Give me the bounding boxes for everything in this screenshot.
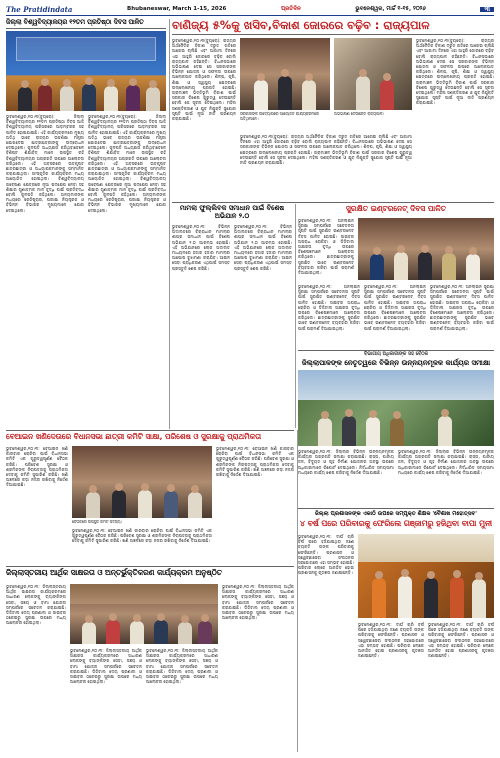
- a1-headline: ଜିଲ୍ଲା ବିଶ୍ୱବିଦ୍ୟାଳୟର ୧୨ତମ ପ୍ରତିଷ୍ଠା ଦିବସ ପାଳିତ: [6, 19, 166, 29]
- a7-body-col4: ଭୁବନେଶ୍ୱର,୧୦।୩: ଜିଲ୍ଲାସ୍ତରୀୟ ଆର୍ଥିକ ସାକ୍ଷରତା କାର୍ଯ୍ୟକ୍ରମରେ ସାଧାରଣ ଲୋକଙ୍କୁ ବ୍ୟାଙ୍କିଙ୍ଗ ସେବା, ସଞ୍ଚୟ ଓ ବୀମା ଯୋଜନା ସମ୍ପର୍କରେ ସଚେତନ କରାଯାଇଛି। ଡିଜିଟାଲ ଦେୟ ପ୍ରଣାଳୀ ଓ ସାଇବର ଠକେଇରୁ ସୁରକ୍ଷା ଉପରେ ମଧ୍ୟ ଆଲୋଚନା ହୋଇଥିଲା।: [222, 584, 294, 621]
- a6-body-col1: ଭୁବନେଶ୍ୱର,୧୦।୩: ବେଆଇନ ଖଣି କାରବାର ରୋକିବା ପାଇଁ ବିଧାନସଭା କମିଟି ଏକ ଗୁରୁତ୍ୱପୂର୍ଣ୍ଣ ବୈଠକ କରିଛି। ପରିବେଶ ସୁରକ୍ଷା ଓ ଶ୍ରମିକଙ୍କ ନିରାପତ୍ତାକୁ ପ୍ରାଥମିକତା ଦେବାକୁ କମିଟି ସୁପାରିଶ କରିଛି। ଖଣି ଅଞ୍ଚଳରେ କଡ଼ା ନଜର ରଖିବାକୁ ନିର୍ଦ୍ଦେଶ ଦିଆଯାଇଛି।: [6, 446, 68, 488]
- a2-body-col2: ଭୁବନେଶ୍ୱର,୧୦।୩(ବ୍ୟୁରୋ): ରାଜ୍ୟର ଅର୍ଥନୈତିକ ବିକାଶ ଦ୍ରୁତ ଗତିରେ ଆଗେଇ ଚାଲିଛି ଏବଂ ଆଗାମୀ ଦିନରେ ଏହା ଆହୁରି ଜୋରରେ ବଢ଼ିବ ବୋଲି ରାଜ୍ୟପାଳ କହିଛନ୍ତି। ବିଧାନସଭାରେ ଅଭିଭାଷଣ ଦେଇ ସେ ସରକାରଙ୍କ ବିଭିନ୍ନ ଯୋଜନା ଓ ସଫଳତା ଉପରେ ଆଲୋକପାତ କରିଥିଲେ। ଶିଳ୍ପ, କୃଷି, ଶିକ୍ଷା ଓ ସ୍ୱାସ୍ଥ୍ୟ କ୍ଷେତ୍ରରେ ଉଲ୍ଲେଖନୀୟ ପ୍ରଗତି ହୋଇଛି। ଗ୍ରାମାଞ୍ଚଳ ଭିତ୍ତିଭୂମି ବିକାଶ ପାଇଁ ସରକାର ବିଶେଷ ଗୁରୁତ୍ୱ ଦେଉଛନ୍ତି ବୋଲି ସେ ସୂଚନା ଦେଇଥିଲେ। ମହିଳା ସଶକ୍ତିକରଣ ଓ ଯୁବ ନିଯୁକ୍ତି ସୁଯୋଗ ସୃଷ୍ଟି ପାଇଁ ନୂଆ ନୀତି ପ୍ରଣୟନ କରାଯାଇଛି।: [240, 134, 412, 166]
- a6-body-col3: ଭୁବନେଶ୍ୱର,୧୦।୩: ବେଆଇନ ଖଣି କାରବାର ରୋକିବା ପାଇଁ ବିଧାନସଭା କମିଟି ଏକ ଗୁରୁତ୍ୱପୂର୍ଣ୍ଣ ବୈଠକ କରିଛି। ପରିବେଶ ସୁରକ୍ଷା ଓ ଶ୍ରମିକଙ୍କ ନିରାପତ୍ତାକୁ ପ୍ରାଥମିକତା ଦେବାକୁ କମିଟି ସୁପାରିଶ କରିଛି। ଖଣି ଅଞ୍ଚଳରେ କଡ଼ା ନଜର ରଖିବାକୁ ନିର୍ଦ୍ଦେଶ ଦିଆଯାଇଛି।: [216, 446, 294, 478]
- a4-body-col2: ଭୁବନେଶ୍ୱର,୧୦।୩: ଅନଲାଇନ ସୁରକ୍ଷା ସମ୍ପର୍କରେ ସଚେତନତା ସୃଷ୍ଟି ପାଇଁ ସୁରକ୍ଷିତ ଇଣ୍ଟରନେଟ୍ ଦିବସ ପାଳିତ ହୋଇଛି। ସାଇବର ଅପରାଧ ରୋକିବା ଓ ଡିଜିଟାଲ ସାକ୍ଷରତା ବୃଦ୍ଧି ଉପରେ ବିଶେଷଜ୍ଞମାନେ ଆଲୋଚନା କରିଥିଲେ। ଛାତ୍ରଛାତ୍ରୀଙ୍କୁ ସୁରକ୍ଷିତ ଭାବେ ଇଣ୍ଟରନେଟ୍ ବ୍ୟବହାର କରିବା ପାଇଁ ପରାମର୍ଶ ଦିଆଯାଇଥିଲା।: [298, 284, 360, 331]
- a8-headline: ଜିଲ୍ଲା ପ୍ରଶାସନଙ୍କ ଏକାଠି ଉପରେ ସମ୍ପୃକ୍ତ ଶିକ୍ଷକ 'ବୈଶାଖ ମହୋତ୍ସବ': [314, 511, 477, 517]
- a5-body-col1: ଭୁବନେଶ୍ୱର,୧୦।୩: ଜିଲ୍ଲାର ବିଭିନ୍ନ ଉନ୍ନୟନମୂଳକ କାର୍ଯ୍ୟର ଅଗ୍ରଗତି ସମୀକ୍ଷା କରାଯାଇଛି। ରାସ୍ତା, ପାନୀୟ ଜଳ, ବିଦ୍ୟୁତ ଓ ଗୃହ ନିର୍ମାଣ ଯୋଜନାର ଅବସ୍ଥା ଉପରେ ଅଧିକାରୀମାନେ ରିପୋର୍ଟ ଦେଇଥିଲେ। ନିର୍ଦ୍ଧାରିତ ସମୟସୀମା ମଧ୍ୟରେ କାର୍ଯ୍ୟ ଶେଷ କରିବାକୁ ନିର୍ଦ୍ଦେଶ ଦିଆଯାଇଛି।: [298, 449, 394, 475]
- a5-headline: ଜିଲ୍ଲାପାଳଙ୍କ ନେତୃତ୍ୱରେ ବିଭିନ୍ନ ଉନ୍ନୟନମୂଳକ କାର୍ଯ୍ୟର ସମୀକ୍ଷା: [301, 359, 491, 367]
- masthead: [6, 4, 494, 16]
- a5-body-col2: ଭୁବନେଶ୍ୱର,୧୦।୩: ଜିଲ୍ଲାର ବିଭିନ୍ନ ଉନ୍ନୟନମୂଳକ କାର୍ଯ୍ୟର ଅଗ୍ରଗତି ସମୀକ୍ଷା କରାଯାଇଛି। ରାସ୍ତା, ପାନୀୟ ଜଳ, ବିଦ୍ୟୁତ ଓ ଗୃହ ନିର୍ମାଣ ଯୋଜନାର ଅବସ୍ଥା ଉପରେ ଅଧିକାରୀମାନେ ରିପୋର୍ଟ ଦେଇଥିଲେ। ନିର୍ଦ୍ଧାରିତ ସମୟସୀମା ମଧ୍ୟରେ କାର୍ଯ୍ୟ ଶେଷ କରିବାକୁ ନିର୍ଦ୍ଦେଶ ଦିଆଯାଇଛି।: [398, 449, 494, 475]
- a1-body-col2: ଭୁବନେଶ୍ୱର,୧୦।୩(ବ୍ୟୁରୋ): ଜିଲ୍ଲା ବିଶ୍ୱବିଦ୍ୟାଳୟର ୧୨ତମ ପ୍ରତିଷ୍ଠା ଦିବସ ଆଜି ବିଶ୍ୱବିଦ୍ୟାଳୟ ପରିସରରେ ଆଡ଼ମ୍ବରର ସହ ପାଳିତ ହୋଇଯାଇଛି। ଏହି କାର୍ଯ୍ୟକ୍ରମରେ ମୁଖ୍ୟ ଅତିଥି ଭାବେ ରାଜ୍ୟର ଉଚ୍ଚଶିକ୍ଷା ମନ୍ତ୍ରୀ ଯୋଗଦେଇ ଛାତ୍ରଛାତ୍ରୀଙ୍କୁ ଉଦ୍ବୋଧନ ଦେଇଥିଲେ। କୁଳପତି ଅଧ୍ୟକ୍ଷତା କରିଥିବାବେଳେ ବିଶିଷ୍ଟ ଶିକ୍ଷାବିତ୍ ମାନେ ଉପସ୍ଥିତ ରହି ବିଶ୍ୱବିଦ୍ୟାଳୟର ଅଗ୍ରଗତି ଉପରେ ଆଲୋଚନା କରିଥିଲେ। ଏହି ଅବସରରେ ଉତ୍କୃଷ୍ଟ ଛାତ୍ରଛାତ୍ରୀ ଓ ଅଧ୍ୟାପକମାନଙ୍କୁ ସମ୍ମାନିତ କରାଯାଇଥିଲା। ସାଂସ୍କୃତିକ କାର୍ଯ୍ୟକ୍ରମ ମଧ୍ୟ ଆୟୋଜିତ ହୋଇଥିଲା। ବିଶ୍ୱବିଦ୍ୟାଳୟ ଗବେଷଣା କ୍ଷେତ୍ରରେ ନୂଆ ପଦକ୍ଷେପ ନେବା ସହ ଶିକ୍ଷାର ଗୁଣାତ୍ମକ ମାନ ବୃଦ୍ଧି ପାଇଁ ପ୍ରତିବଦ୍ଧ ବୋଲି କୁଳପତି କହିଥିଲେ। ଅନ୍ୟମାନଙ୍କ ମଧ୍ୟରେ ରେଜିଷ୍ଟ୍ରାର, ପରୀକ୍ଷା ନିୟନ୍ତ୍ରକ ଓ ବିଭିନ୍ନ ବିଭାଗର ମୁଖ୍ୟମାନେ ଯୋଗ ଦେଇଥିଲେ।: [88, 114, 166, 213]
- a4-body-col3: ଭୁବନେଶ୍ୱର,୧୦।୩: ଅନଲାଇନ ସୁରକ୍ଷା ସମ୍ପର୍କରେ ସଚେତନତା ସୃଷ୍ଟି ପାଇଁ ସୁରକ୍ଷିତ ଇଣ୍ଟରନେଟ୍ ଦିବସ ପାଳିତ ହୋଇଛି। ସାଇବର ଅପରାଧ ରୋକିବା ଓ ଡିଜିଟାଲ ସାକ୍ଷରତା ବୃଦ୍ଧି ଉପରେ ବିଶେଷଜ୍ଞମାନେ ଆଲୋଚନା କରିଥିଲେ। ଛାତ୍ରଛାତ୍ରୀଙ୍କୁ ସୁରକ୍ଷିତ ଭାବେ ଇଣ୍ଟରନେଟ୍ ବ୍ୟବହାର କରିବା ପାଇଁ ପରାମର୍ଶ ଦିଆଯାଇଥିଲା।: [364, 284, 426, 331]
- a2-body-col3: ଭୁବନେଶ୍ୱର,୧୦।୩(ବ୍ୟୁରୋ): ରାଜ୍ୟର ଅର୍ଥନୈତିକ ବିକାଶ ଦ୍ରୁତ ଗତିରେ ଆଗେଇ ଚାଲିଛି ଏବଂ ଆଗାମୀ ଦିନରେ ଏହା ଆହୁରି ଜୋରରେ ବଢ଼ିବ ବୋଲି ରାଜ୍ୟପାଳ କହିଛନ୍ତି। ବିଧାନସଭାରେ ଅଭିଭାଷଣ ଦେଇ ସେ ସରକାରଙ୍କ ବିଭିନ୍ନ ଯୋଜନା ଓ ସଫଳତା ଉପରେ ଆଲୋକପାତ କରିଥିଲେ। ଶିଳ୍ପ, କୃଷି, ଶିକ୍ଷା ଓ ସ୍ୱାସ୍ଥ୍ୟ କ୍ଷେତ୍ରରେ ଉଲ୍ଲେଖନୀୟ ପ୍ରଗତି ହୋଇଛି। ଗ୍ରାମାଞ୍ଚଳ ଭିତ୍ତିଭୂମି ବିକାଶ ପାଇଁ ସରକାର ବିଶେଷ ଗୁରୁତ୍ୱ ଦେଉଛନ୍ତି ବୋଲି ସେ ସୂଚନା ଦେଇଥିଲେ। ମହିଳା ସଶକ୍ତିକରଣ ଓ ଯୁବ ନିଯୁକ୍ତି ସୁଯୋଗ ସୃଷ୍ଟି ପାଇଁ ନୂଆ ନୀତି ପ୍ରଣୟନ କରାଯାଇଛି।: [416, 38, 494, 106]
- a2-caption-right: ଅଭିଭାଷଣ ଦେଉଛନ୍ତି ରାଜ୍ୟପାଳ।: [334, 112, 385, 116]
- a7-body-col1: ଭୁବନେଶ୍ୱର,୧୦।୩: ଜିଲ୍ଲାସ୍ତରୀୟ ଆର୍ଥିକ ସାକ୍ଷରତା କାର୍ଯ୍ୟକ୍ରମରେ ସାଧାରଣ ଲୋକଙ୍କୁ ବ୍ୟାଙ୍କିଙ୍ଗ ସେବା, ସଞ୍ଚୟ ଓ ବୀମା ଯୋଜନା ସମ୍ପର୍କରେ ସଚେତନ କରାଯାଇଛି। ଡିଜିଟାଲ ଦେୟ ପ୍ରଣାଳୀ ଓ ସାଇବର ଠକେଇରୁ ସୁରକ୍ଷା ଉପରେ ମଧ୍ୟ ଆଲୋଚନା ହୋଇଥିଲା।: [6, 584, 66, 626]
- a4-body-col4: ଭୁବନେଶ୍ୱର,୧୦।୩: ଅନଲାଇନ ସୁରକ୍ଷା ସମ୍ପର୍କରେ ସଚେତନତା ସୃଷ୍ଟି ପାଇଁ ସୁରକ୍ଷିତ ଇଣ୍ଟରନେଟ୍ ଦିବସ ପାଳିତ ହୋଇଛି। ସାଇବର ଅପରାଧ ରୋକିବା ଓ ଡିଜିଟାଲ ସାକ୍ଷରତା ବୃଦ୍ଧି ଉପରେ ବିଶେଷଜ୍ଞମାନେ ଆଲୋଚନା କରିଥିଲେ। ଛାତ୍ରଛାତ୍ରୀଙ୍କୁ ସୁରକ୍ଷିତ ଭାବେ ଇଣ୍ଟରନେଟ୍ ବ୍ୟବହାର କରିବା ପାଇଁ ପରାମର୍ଶ ଦିଆଯାଇଥିଲା।: [430, 284, 494, 331]
- a7-headline: ଜିଲ୍ଲାସ୍ତରୀୟ ଆର୍ଥିକ ସାକ୍ଷରତା ଓ ଅନ୍ତର୍ଭୁକ୍ତିକରଣ କାର୍ଯ୍ୟକ୍ରମ ଅନୁଷ୍ଠିତ: [6, 568, 222, 577]
- a8-subhead: ୪ ବର୍ଷ ପରେ ପରିବାରକୁ ଫେରିଲେ ଗଞ୍ଜାମରୁ ହଜିଥିବା ବାପା ମୁନୀ: [299, 519, 493, 528]
- a3-headline: ମାମଲା ଫୁଲ୍ଲିବକ ସମାଧାନ ପାଇଁ ବିଶେଷ ଅଭିଯାନ ୨.୦: [179, 204, 285, 220]
- a5-kicker: ବିଭାଗୀୟ ଅଧିକାରୀଙ୍କ ସହ ବୈଠକ: [363, 352, 429, 357]
- dateline-odia: ଭୁବନେଶ୍ୱର, ମାର୍ଚ୍ଚ ୧-୧୫, ୨୦୨୬: [355, 5, 426, 12]
- a2-caption-left: ସରକାରଙ୍କ ଉଦ୍ୟୋଗରେ ଆୟୋଜିତ କାର୍ଯ୍ୟକ୍ରମରେ ଅତିଥିମାନେ।: [240, 112, 319, 121]
- a8-photo: [358, 534, 494, 618]
- a2-photo-left: [240, 38, 330, 110]
- dateline-english: Bhubaneswar, March 1-15, 2026: [127, 5, 227, 12]
- a3-body-col1: ଭୁବନେଶ୍ୱର,୧୦।୩: ବିଭିନ୍ନ ଅଦାଲତରେ ବିଚାରାଧୀନ ମାମଲାର ଶୀଘ୍ର ସମାଧାନ ପାଇଁ ବିଶେଷ ଅଭିଯାନ ୨.୦ ଆରମ୍ଭ ହୋଇଛି। ଏହି ଅଭିଯାନରେ ଲୋକ ଅଦାଲତ ମାଧ୍ୟମରେ ହଜାର ହଜାର ମାମଲାର ଆପୋଷ ବୁଝାମଣା କରାଯିବ। ଆଇନ ସେବା ପ୍ରାଧିକରଣ ଏଥିପାଇଁ ସମସ୍ତ ପ୍ରସ୍ତୁତି ଶେଷ କରିଛି।: [172, 224, 230, 271]
- a4-photo: [358, 218, 494, 280]
- section-name: ପ୍ରତିଦିନ: [281, 5, 301, 12]
- a6-headline: ବେଆଇନ ଖଣିଦେଉରେ ବିଧାନସଭା ଛାତ୍ରୀ କମିଟି ସାକ୍ଷା, ପରିଶେଷ ଓ ସୁରକ୍ଷାକୁ ପ୍ରାଥମିକତା: [6, 432, 261, 441]
- a7-photo: [70, 584, 218, 644]
- a1-photo: [6, 31, 166, 111]
- a6-photo: [72, 446, 212, 518]
- a7-body-col2: ଭୁବନେଶ୍ୱର,୧୦।୩: ଜିଲ୍ଲାସ୍ତରୀୟ ଆର୍ଥିକ ସାକ୍ଷରତା କାର୍ଯ୍ୟକ୍ରମରେ ସାଧାରଣ ଲୋକଙ୍କୁ ବ୍ୟାଙ୍କିଙ୍ଗ ସେବା, ସଞ୍ଚୟ ଓ ବୀମା ଯୋଜନା ସମ୍ପର୍କରେ ସଚେତନ କରାଯାଇଛି। ଡିଜିଟାଲ ଦେୟ ପ୍ରଣାଳୀ ଓ ସାଇବର ଠକେଇରୁ ସୁରକ୍ଷା ଉପରେ ମଧ୍ୟ ଆଲୋଚନା ହୋଇଥିଲା।: [70, 648, 142, 685]
- newspaper-logo: The Pratidindata: [6, 4, 73, 14]
- a7-body-col3: ଭୁବନେଶ୍ୱର,୧୦।୩: ଜିଲ୍ଲାସ୍ତରୀୟ ଆର୍ଥିକ ସାକ୍ଷରତା କାର୍ଯ୍ୟକ୍ରମରେ ସାଧାରଣ ଲୋକଙ୍କୁ ବ୍ୟାଙ୍କିଙ୍ଗ ସେବା, ସଞ୍ଚୟ ଓ ବୀମା ଯୋଜନା ସମ୍ପର୍କରେ ସଚେତନ କରାଯାଇଛି। ଡିଜିଟାଲ ଦେୟ ପ୍ରଣାଳୀ ଓ ସାଇବର ଠକେଇରୁ ସୁରକ୍ଷା ଉପରେ ମଧ୍ୟ ଆଲୋଚନା ହୋଇଥିଲା।: [146, 648, 218, 685]
- page-number: ୩: [480, 7, 494, 12]
- a8-body-col3: ଭୁବନେଶ୍ୱର,୧୦।୩: ଦୀର୍ଘ ଚାରି ବର୍ଷ ପରେ ହଜିଯାଇଥିବା ଜଣେ ବ୍ୟକ୍ତି ତାଙ୍କ ପରିବାରକୁ ଫେରିଛନ୍ତି। ପ୍ରଶାସନ ଓ ସ୍ୱେଚ୍ଛାସେବୀ ସଂଗଠନର ସହଯୋଗରେ ଏହା ସମ୍ଭବ ହୋଇଛି। ପରିବାର ଲୋକେ ଆନନ୍ଦିତ ହୋଇ ପ୍ରଶାସନକୁ କୃତଜ୍ଞତା ଜଣାଇଛନ୍ତି।: [428, 622, 494, 659]
- a2-photo-right: [334, 38, 412, 110]
- a5-photo: [298, 370, 494, 446]
- a4-body-col1: ଭୁବନେଶ୍ୱର,୧୦।୩: ଅନଲାଇନ ସୁରକ୍ଷା ସମ୍ପର୍କରେ ସଚେତନତା ସୃଷ୍ଟି ପାଇଁ ସୁରକ୍ଷିତ ଇଣ୍ଟରନେଟ୍ ଦିବସ ପାଳିତ ହୋଇଛି। ସାଇବର ଅପରାଧ ରୋକିବା ଓ ଡିଜିଟାଲ ସାକ୍ଷରତା ବୃଦ୍ଧି ଉପରେ ବିଶେଷଜ୍ଞମାନେ ଆଲୋଚନା କରିଥିଲେ। ଛାତ୍ରଛାତ୍ରୀଙ୍କୁ ସୁରକ୍ଷିତ ଭାବେ ଇଣ୍ଟରନେଟ୍ ବ୍ୟବହାର କରିବା ପାଇଁ ପରାମର୍ଶ ଦିଆଯାଇଥିଲା।: [298, 218, 354, 276]
- a8-body-col1: ଭୁବନେଶ୍ୱର,୧୦।୩: ଦୀର୍ଘ ଚାରି ବର୍ଷ ପରେ ହଜିଯାଇଥିବା ଜଣେ ବ୍ୟକ୍ତି ତାଙ୍କ ପରିବାରକୁ ଫେରିଛନ୍ତି। ପ୍ରଶାସନ ଓ ସ୍ୱେଚ୍ଛାସେବୀ ସଂଗଠନର ସହଯୋଗରେ ଏହା ସମ୍ଭବ ହୋଇଛି। ପରିବାର ଲୋକେ ଆନନ୍ଦିତ ହୋଇ ପ୍ରଶାସନକୁ କୃତଜ୍ଞତା ଜଣାଇଛନ୍ତି।: [298, 534, 354, 576]
- a3-body-col2: ଭୁବନେଶ୍ୱର,୧୦।୩: ବିଭିନ୍ନ ଅଦାଲତରେ ବିଚାରାଧୀନ ମାମଲାର ଶୀଘ୍ର ସମାଧାନ ପାଇଁ ବିଶେଷ ଅଭିଯାନ ୨.୦ ଆରମ୍ଭ ହୋଇଛି। ଏହି ଅଭିଯାନରେ ଲୋକ ଅଦାଲତ ମାଧ୍ୟମରେ ହଜାର ହଜାର ମାମଲାର ଆପୋଷ ବୁଝାମଣା କରାଯିବ। ଆଇନ ସେବା ପ୍ରାଧିକରଣ ଏଥିପାଇଁ ସମସ୍ତ ପ୍ରସ୍ତୁତି ଶେଷ କରିଛି।: [234, 224, 292, 271]
- a4-headline: ସୁରକ୍ଷିତ ଇଣ୍ଟରନେଟ୍ ଦିବସ ପାଳିତ: [346, 204, 446, 213]
- a6-caption: ବୈଠକରେ ଉପସ୍ଥିତ କମିଟି ସଦସ୍ୟ।: [72, 520, 123, 524]
- a1-body-col1: ଭୁବନେଶ୍ୱର,୧୦।୩(ବ୍ୟୁରୋ): ଜିଲ୍ଲା ବିଶ୍ୱବିଦ୍ୟାଳୟର ୧୨ତମ ପ୍ରତିଷ୍ଠା ଦିବସ ଆଜି ବିଶ୍ୱବିଦ୍ୟାଳୟ ପରିସରରେ ଆଡ଼ମ୍ବରର ସହ ପାଳିତ ହୋଇଯାଇଛି। ଏହି କାର୍ଯ୍ୟକ୍ରମରେ ମୁଖ୍ୟ ଅତିଥି ଭାବେ ରାଜ୍ୟର ଉଚ୍ଚଶିକ୍ଷା ମନ୍ତ୍ରୀ ଯୋଗଦେଇ ଛାତ୍ରଛାତ୍ରୀଙ୍କୁ ଉଦ୍ବୋଧନ ଦେଇଥିଲେ। କୁଳପତି ଅଧ୍ୟକ୍ଷତା କରିଥିବାବେଳେ ବିଶିଷ୍ଟ ଶିକ୍ଷାବିତ୍ ମାନେ ଉପସ୍ଥିତ ରହି ବିଶ୍ୱବିଦ୍ୟାଳୟର ଅଗ୍ରଗତି ଉପରେ ଆଲୋଚନା କରିଥିଲେ। ଏହି ଅବସରରେ ଉତ୍କୃଷ୍ଟ ଛାତ୍ରଛାତ୍ରୀ ଓ ଅଧ୍ୟାପକମାନଙ୍କୁ ସମ୍ମାନିତ କରାଯାଇଥିଲା। ସାଂସ୍କୃତିକ କାର୍ଯ୍ୟକ୍ରମ ମଧ୍ୟ ଆୟୋଜିତ ହୋଇଥିଲା। ବିଶ୍ୱବିଦ୍ୟାଳୟ ଗବେଷଣା କ୍ଷେତ୍ରରେ ନୂଆ ପଦକ୍ଷେପ ନେବା ସହ ଶିକ୍ଷାର ଗୁଣାତ୍ମକ ମାନ ବୃଦ୍ଧି ପାଇଁ ପ୍ରତିବଦ୍ଧ ବୋଲି କୁଳପତି କହିଥିଲେ। ଅନ୍ୟମାନଙ୍କ ମଧ୍ୟରେ ରେଜିଷ୍ଟ୍ରାର, ପରୀକ୍ଷା ନିୟନ୍ତ୍ରକ ଓ ବିଭିନ୍ନ ବିଭାଗର ମୁଖ୍ୟମାନେ ଯୋଗ ଦେଇଥିଲେ।: [6, 114, 84, 213]
- a6-body-col2: ଭୁବନେଶ୍ୱର,୧୦।୩: ବେଆଇନ ଖଣି କାରବାର ରୋକିବା ପାଇଁ ବିଧାନସଭା କମିଟି ଏକ ଗୁରୁତ୍ୱପୂର୍ଣ୍ଣ ବୈଠକ କରିଛି। ପରିବେଶ ସୁରକ୍ଷା ଓ ଶ୍ରମିକଙ୍କ ନିରାପତ୍ତାକୁ ପ୍ରାଥମିକତା ଦେବାକୁ କମିଟି ସୁପାରିଶ କରିଛି। ଖଣି ଅଞ୍ଚଳରେ କଡ଼ା ନଜର ରଖିବାକୁ ନିର୍ଦ୍ଦେଶ ଦିଆଯାଇଛି।: [72, 528, 212, 544]
- a2-body-col1: ଭୁବନେଶ୍ୱର,୧୦।୩(ବ୍ୟୁରୋ): ରାଜ୍ୟର ଅର୍ଥନୈତିକ ବିକାଶ ଦ୍ରୁତ ଗତିରେ ଆଗେଇ ଚାଲିଛି ଏବଂ ଆଗାମୀ ଦିନରେ ଏହା ଆହୁରି ଜୋରରେ ବଢ଼ିବ ବୋଲି ରାଜ୍ୟପାଳ କହିଛନ୍ତି। ବିଧାନସଭାରେ ଅଭିଭାଷଣ ଦେଇ ସେ ସରକାରଙ୍କ ବିଭିନ୍ନ ଯୋଜନା ଓ ସଫଳତା ଉପରେ ଆଲୋକପାତ କରିଥିଲେ। ଶିଳ୍ପ, କୃଷି, ଶିକ୍ଷା ଓ ସ୍ୱାସ୍ଥ୍ୟ କ୍ଷେତ୍ରରେ ଉଲ୍ଲେଖନୀୟ ପ୍ରଗତି ହୋଇଛି। ଗ୍ରାମାଞ୍ଚଳ ଭିତ୍ତିଭୂମି ବିକାଶ ପାଇଁ ସରକାର ବିଶେଷ ଗୁରୁତ୍ୱ ଦେଉଛନ୍ତି ବୋଲି ସେ ସୂଚନା ଦେଇଥିଲେ। ମହିଳା ସଶକ୍ତିକରଣ ଓ ଯୁବ ନିଯୁକ୍ତି ସୁଯୋଗ ସୃଷ୍ଟି ପାଇଁ ନୂଆ ନୀତି ପ୍ରଣୟନ କରାଯାଇଛି।: [172, 38, 236, 122]
- a2-headline: ବାଣିଜ୍ୟ ୫%କୁ ଖସିବ,ବିକାଶ ଜୋରରେ ବଢ଼ିବ : ରାଜ୍ୟପାଳ: [172, 19, 494, 35]
- a8-body-col2: ଭୁବନେଶ୍ୱର,୧୦।୩: ଦୀର୍ଘ ଚାରି ବର୍ଷ ପରେ ହଜିଯାଇଥିବା ଜଣେ ବ୍ୟକ୍ତି ତାଙ୍କ ପରିବାରକୁ ଫେରିଛନ୍ତି। ପ୍ରଶାସନ ଓ ସ୍ୱେଚ୍ଛାସେବୀ ସଂଗଠନର ସହଯୋଗରେ ଏହା ସମ୍ଭବ ହୋଇଛି। ପରିବାର ଲୋକେ ଆନନ୍ଦିତ ହୋଇ ପ୍ରଶାସନକୁ କୃତଜ୍ଞତା ଜଣାଇଛନ୍ତି।: [358, 622, 424, 659]
